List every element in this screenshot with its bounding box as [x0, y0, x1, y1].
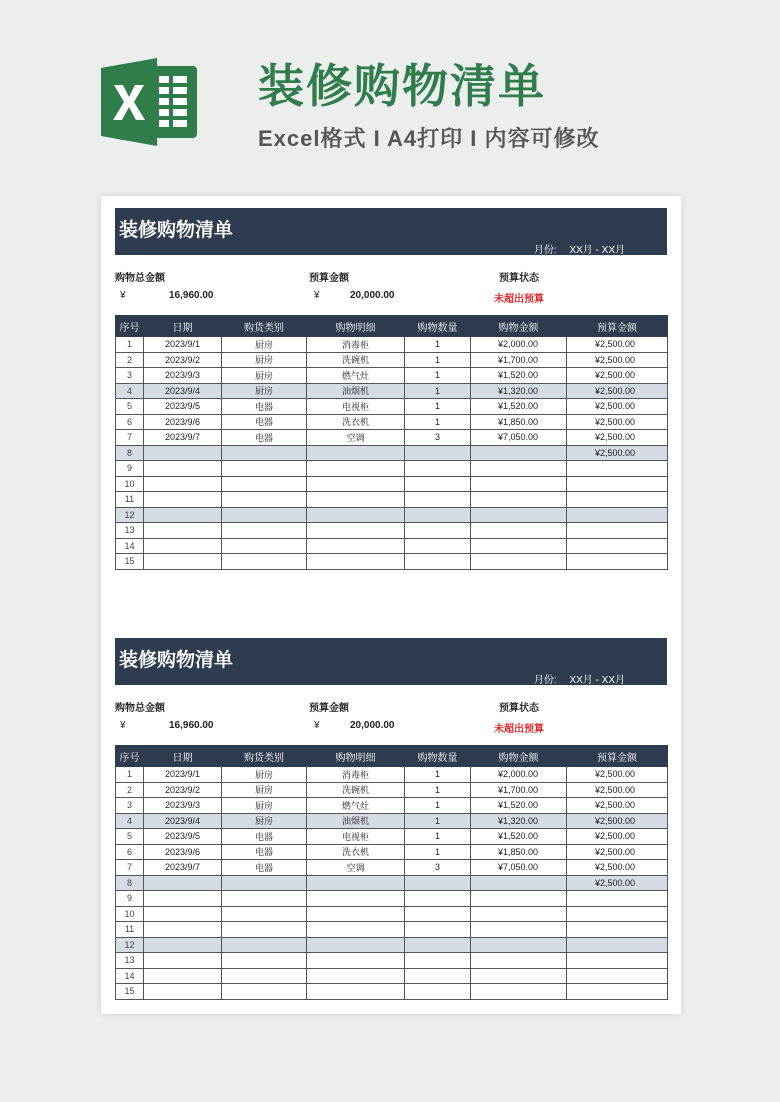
- sheet-header: [115, 208, 667, 255]
- header-col-item: 购物明细: [307, 746, 405, 767]
- table-row: [116, 813, 668, 829]
- cell-category[interactable]: 电器: [222, 829, 307, 845]
- cell-index[interactable]: 1: [116, 767, 144, 783]
- table-row: [116, 968, 668, 984]
- summary-block: [115, 255, 667, 315]
- cell-amount[interactable]: [471, 523, 567, 539]
- cell-index[interactable]: 4: [116, 383, 144, 399]
- cell-quantity[interactable]: [405, 984, 471, 1000]
- cell-budget[interactable]: ¥2,500.00: [567, 798, 668, 814]
- cell-item[interactable]: [307, 937, 405, 953]
- cell-item[interactable]: 电视柜: [307, 829, 405, 845]
- month-label: 月份:: [533, 675, 557, 686]
- table-row: [116, 829, 668, 845]
- cell-date[interactable]: 2023/9/5: [144, 399, 222, 415]
- cell-budget[interactable]: [567, 953, 668, 969]
- header-col-category: 购货类别: [222, 316, 307, 337]
- cell-item[interactable]: [307, 538, 405, 554]
- shopping-sheet-2: [115, 638, 667, 1000]
- cell-item[interactable]: [307, 891, 405, 907]
- cell-budget[interactable]: ¥2,500.00: [567, 383, 668, 399]
- cell-quantity[interactable]: 1: [405, 844, 471, 860]
- cell-index[interactable]: 15: [116, 984, 144, 1000]
- cell-index[interactable]: 5: [116, 399, 144, 415]
- cell-quantity[interactable]: [405, 922, 471, 938]
- cell-index[interactable]: 1: [116, 337, 144, 353]
- excel-logo-icon: [101, 58, 199, 146]
- table-row: [116, 922, 668, 938]
- cell-item[interactable]: [307, 984, 405, 1000]
- cell-date[interactable]: [144, 968, 222, 984]
- cell-date[interactable]: [144, 445, 222, 461]
- cell-category[interactable]: [222, 953, 307, 969]
- month-value: XX月 - XX月: [569, 245, 625, 256]
- cell-quantity[interactable]: 1: [405, 813, 471, 829]
- cell-amount[interactable]: ¥1,520.00: [471, 368, 567, 384]
- cell-index[interactable]: 9: [116, 461, 144, 477]
- header-col-amount: 购物金额: [471, 746, 567, 767]
- cell-index[interactable]: 11: [116, 922, 144, 938]
- cell-date[interactable]: 2023/9/5: [144, 829, 222, 845]
- cell-date[interactable]: 2023/9/6: [144, 844, 222, 860]
- cell-index[interactable]: 2: [116, 352, 144, 368]
- cell-amount[interactable]: ¥1,850.00: [471, 414, 567, 430]
- cell-index[interactable]: 3: [116, 368, 144, 384]
- cell-budget[interactable]: ¥2,500.00: [567, 844, 668, 860]
- cell-amount[interactable]: ¥7,050.00: [471, 860, 567, 876]
- header-col-amount: 购物金额: [471, 316, 567, 337]
- header-col-budget: 预算金额: [567, 746, 668, 767]
- cell-budget[interactable]: ¥2,500.00: [567, 875, 668, 891]
- cell-amount[interactable]: [471, 906, 567, 922]
- cell-item[interactable]: 空调: [307, 430, 405, 446]
- cell-budget[interactable]: ¥2,500.00: [567, 767, 668, 783]
- cell-budget[interactable]: ¥2,500.00: [567, 813, 668, 829]
- table-row: [116, 507, 668, 523]
- header-col-category: 购货类别: [222, 746, 307, 767]
- cell-quantity[interactable]: 1: [405, 337, 471, 353]
- cell-quantity[interactable]: 1: [405, 767, 471, 783]
- cell-quantity[interactable]: [405, 492, 471, 508]
- cell-quantity[interactable]: [405, 937, 471, 953]
- cell-budget[interactable]: [567, 492, 668, 508]
- cell-item[interactable]: 洗碗机: [307, 352, 405, 368]
- cell-index[interactable]: 14: [116, 968, 144, 984]
- cell-amount[interactable]: [471, 476, 567, 492]
- header-col-budget: 预算金额: [567, 316, 668, 337]
- total-currency: ¥: [120, 720, 126, 731]
- table-row: [116, 984, 668, 1000]
- cell-category[interactable]: 厨房: [222, 352, 307, 368]
- cell-category[interactable]: 电器: [222, 414, 307, 430]
- cell-quantity[interactable]: [405, 968, 471, 984]
- cell-quantity[interactable]: [405, 507, 471, 523]
- cell-quantity[interactable]: 3: [405, 430, 471, 446]
- table-row: [116, 383, 668, 399]
- header-col-index: 序号: [116, 316, 144, 337]
- cell-item[interactable]: 电视柜: [307, 399, 405, 415]
- budget-currency: ¥: [314, 290, 320, 301]
- cell-quantity[interactable]: [405, 476, 471, 492]
- cell-index[interactable]: 13: [116, 953, 144, 969]
- cell-date[interactable]: 2023/9/1: [144, 337, 222, 353]
- cell-item[interactable]: 油烟机: [307, 813, 405, 829]
- table-row: [116, 461, 668, 477]
- cell-quantity[interactable]: 3: [405, 860, 471, 876]
- cell-category[interactable]: 厨房: [222, 337, 307, 353]
- cell-index[interactable]: 6: [116, 414, 144, 430]
- table-row: [116, 368, 668, 384]
- cell-item[interactable]: [307, 476, 405, 492]
- cell-date[interactable]: 2023/9/7: [144, 860, 222, 876]
- cell-date[interactable]: [144, 875, 222, 891]
- cell-category[interactable]: 电器: [222, 430, 307, 446]
- cell-quantity[interactable]: [405, 523, 471, 539]
- cell-quantity[interactable]: 1: [405, 798, 471, 814]
- month-range: [524, 241, 625, 256]
- cell-date[interactable]: [144, 507, 222, 523]
- cell-item[interactable]: [307, 507, 405, 523]
- cell-category[interactable]: [222, 492, 307, 508]
- cell-amount[interactable]: ¥1,700.00: [471, 352, 567, 368]
- cell-date[interactable]: [144, 538, 222, 554]
- cell-amount[interactable]: [471, 445, 567, 461]
- cell-budget[interactable]: ¥2,500.00: [567, 782, 668, 798]
- header-col-item: 购物明细: [307, 316, 405, 337]
- cell-date[interactable]: 2023/9/4: [144, 383, 222, 399]
- cell-budget[interactable]: ¥2,500.00: [567, 399, 668, 415]
- cell-amount[interactable]: [471, 875, 567, 891]
- header-col-quantity: 购物数量: [405, 746, 471, 767]
- cell-item[interactable]: 洗衣机: [307, 844, 405, 860]
- cell-category[interactable]: [222, 968, 307, 984]
- cell-amount[interactable]: ¥1,520.00: [471, 829, 567, 845]
- cell-budget[interactable]: [567, 554, 668, 570]
- cell-category[interactable]: [222, 538, 307, 554]
- status-value: 未超出预算: [494, 724, 544, 735]
- table-row: [116, 492, 668, 508]
- cell-item[interactable]: [307, 953, 405, 969]
- table-row: [116, 798, 668, 814]
- cell-item[interactable]: 洗碗机: [307, 782, 405, 798]
- cell-quantity[interactable]: 1: [405, 368, 471, 384]
- cell-index[interactable]: 15: [116, 554, 144, 570]
- cell-category[interactable]: [222, 554, 307, 570]
- cell-amount[interactable]: ¥1,850.00: [471, 844, 567, 860]
- cell-quantity[interactable]: 1: [405, 829, 471, 845]
- cell-date[interactable]: [144, 937, 222, 953]
- cell-budget[interactable]: [567, 906, 668, 922]
- purchase-table: [115, 745, 668, 1000]
- cell-date[interactable]: 2023/9/7: [144, 430, 222, 446]
- table-row: [116, 352, 668, 368]
- cell-item[interactable]: [307, 554, 405, 570]
- cell-category[interactable]: 电器: [222, 844, 307, 860]
- cell-budget[interactable]: ¥2,500.00: [567, 860, 668, 876]
- cell-amount[interactable]: [471, 953, 567, 969]
- table-row: [116, 782, 668, 798]
- header-col-date: 日期: [144, 746, 222, 767]
- cell-category[interactable]: [222, 461, 307, 477]
- cell-index[interactable]: 10: [116, 476, 144, 492]
- cell-date[interactable]: [144, 476, 222, 492]
- cell-category[interactable]: [222, 984, 307, 1000]
- cell-quantity[interactable]: [405, 953, 471, 969]
- cell-item[interactable]: 油烟机: [307, 383, 405, 399]
- cell-index[interactable]: 14: [116, 538, 144, 554]
- cell-category[interactable]: [222, 523, 307, 539]
- month-range: [524, 671, 625, 686]
- status-label: 预算状态: [499, 273, 539, 284]
- cell-item[interactable]: [307, 922, 405, 938]
- cell-date[interactable]: [144, 461, 222, 477]
- cell-amount[interactable]: [471, 937, 567, 953]
- total-value: 16,960.00: [169, 720, 214, 731]
- table-header-row: [116, 746, 668, 767]
- cell-amount[interactable]: ¥1,520.00: [471, 399, 567, 415]
- cell-budget[interactable]: ¥2,500.00: [567, 337, 668, 353]
- cell-category[interactable]: [222, 891, 307, 907]
- month-value: XX月 - XX月: [569, 675, 625, 686]
- cell-index[interactable]: 3: [116, 798, 144, 814]
- cell-amount[interactable]: ¥7,050.00: [471, 430, 567, 446]
- table-row: [116, 523, 668, 539]
- cell-item[interactable]: [307, 875, 405, 891]
- cell-budget[interactable]: [567, 984, 668, 1000]
- table-row: [116, 399, 668, 415]
- cell-budget[interactable]: [567, 922, 668, 938]
- table-row: [116, 906, 668, 922]
- cell-item[interactable]: 空调: [307, 860, 405, 876]
- cell-budget[interactable]: ¥2,500.00: [567, 352, 668, 368]
- budget-currency: ¥: [314, 720, 320, 731]
- cell-item[interactable]: 消毒柜: [307, 767, 405, 783]
- sheet-title: 装修购物清单: [119, 650, 234, 671]
- status-value: 未超出预算: [494, 294, 544, 305]
- cell-category[interactable]: 厨房: [222, 813, 307, 829]
- total-label: 购物总金额: [115, 273, 165, 284]
- table-row: [116, 414, 668, 430]
- cell-item[interactable]: [307, 523, 405, 539]
- cell-index[interactable]: 12: [116, 937, 144, 953]
- month-label: 月份:: [533, 245, 557, 256]
- sheet-title: 装修购物清单: [119, 220, 234, 241]
- cell-index[interactable]: 13: [116, 523, 144, 539]
- summary-block: [115, 685, 667, 745]
- cell-category[interactable]: [222, 906, 307, 922]
- cell-date[interactable]: 2023/9/3: [144, 798, 222, 814]
- cell-amount[interactable]: [471, 507, 567, 523]
- cell-index[interactable]: 8: [116, 875, 144, 891]
- page-title: 装修购物清单: [258, 60, 546, 112]
- cell-budget[interactable]: [567, 507, 668, 523]
- cell-amount[interactable]: [471, 984, 567, 1000]
- cell-category[interactable]: [222, 445, 307, 461]
- cell-index[interactable]: 9: [116, 891, 144, 907]
- cell-budget[interactable]: [567, 937, 668, 953]
- cell-date[interactable]: [144, 922, 222, 938]
- cell-quantity[interactable]: 1: [405, 399, 471, 415]
- cell-budget[interactable]: [567, 461, 668, 477]
- cell-index[interactable]: 8: [116, 445, 144, 461]
- header-col-index: 序号: [116, 746, 144, 767]
- cell-budget[interactable]: [567, 538, 668, 554]
- cell-item[interactable]: [307, 492, 405, 508]
- cell-budget[interactable]: ¥2,500.00: [567, 414, 668, 430]
- cell-category[interactable]: 电器: [222, 860, 307, 876]
- cell-quantity[interactable]: [405, 906, 471, 922]
- table-row: [116, 875, 668, 891]
- cell-quantity[interactable]: 1: [405, 352, 471, 368]
- cell-amount[interactable]: [471, 461, 567, 477]
- cell-amount[interactable]: [471, 968, 567, 984]
- cell-category[interactable]: [222, 875, 307, 891]
- budget-value: 20,000.00: [350, 720, 395, 731]
- cell-category[interactable]: [222, 476, 307, 492]
- cell-item[interactable]: 燃气灶: [307, 798, 405, 814]
- cell-amount[interactable]: [471, 554, 567, 570]
- cell-category[interactable]: 厨房: [222, 368, 307, 384]
- cell-budget[interactable]: [567, 523, 668, 539]
- cell-amount[interactable]: [471, 891, 567, 907]
- cell-amount[interactable]: ¥1,520.00: [471, 798, 567, 814]
- cell-quantity[interactable]: 1: [405, 414, 471, 430]
- cell-index[interactable]: 5: [116, 829, 144, 845]
- cell-quantity[interactable]: [405, 554, 471, 570]
- cell-quantity[interactable]: [405, 461, 471, 477]
- cell-date[interactable]: [144, 984, 222, 1000]
- table-header-row: [116, 316, 668, 337]
- cell-amount[interactable]: [471, 492, 567, 508]
- cell-date[interactable]: 2023/9/1: [144, 767, 222, 783]
- table-row: [116, 937, 668, 953]
- document-page: [101, 196, 681, 1014]
- cell-item[interactable]: 燃气灶: [307, 368, 405, 384]
- cell-item[interactable]: 消毒柜: [307, 337, 405, 353]
- cell-index[interactable]: 4: [116, 813, 144, 829]
- cell-category[interactable]: 厨房: [222, 767, 307, 783]
- cell-amount[interactable]: ¥2,000.00: [471, 767, 567, 783]
- cell-index[interactable]: 2: [116, 782, 144, 798]
- cell-quantity[interactable]: [405, 891, 471, 907]
- cell-category[interactable]: 厨房: [222, 383, 307, 399]
- cell-date[interactable]: 2023/9/4: [144, 813, 222, 829]
- status-label: 预算状态: [499, 703, 539, 714]
- cell-budget[interactable]: [567, 891, 668, 907]
- cell-item[interactable]: [307, 461, 405, 477]
- budget-label: 预算金额: [309, 703, 349, 714]
- table-row: [116, 337, 668, 353]
- table-row: [116, 554, 668, 570]
- cell-category[interactable]: [222, 937, 307, 953]
- cell-budget[interactable]: [567, 968, 668, 984]
- total-value: 16,960.00: [169, 290, 214, 301]
- table-row: [116, 476, 668, 492]
- budget-label: 预算金额: [309, 273, 349, 284]
- cell-date[interactable]: 2023/9/2: [144, 352, 222, 368]
- table-row: [116, 860, 668, 876]
- cell-date[interactable]: [144, 906, 222, 922]
- cell-item[interactable]: [307, 906, 405, 922]
- cell-category[interactable]: [222, 507, 307, 523]
- budget-value: 20,000.00: [350, 290, 395, 301]
- cell-amount[interactable]: ¥2,000.00: [471, 337, 567, 353]
- cell-date[interactable]: [144, 492, 222, 508]
- total-currency: ¥: [120, 290, 126, 301]
- cell-date[interactable]: 2023/9/3: [144, 368, 222, 384]
- cell-amount[interactable]: [471, 922, 567, 938]
- page-subtitle: Excel格式 I A4打印 I 内容可修改: [258, 126, 600, 151]
- cell-date[interactable]: [144, 523, 222, 539]
- table-row: [116, 953, 668, 969]
- cell-index[interactable]: 10: [116, 906, 144, 922]
- cell-item[interactable]: [307, 445, 405, 461]
- cell-amount[interactable]: ¥1,320.00: [471, 383, 567, 399]
- cell-category[interactable]: 电器: [222, 399, 307, 415]
- cell-index[interactable]: 7: [116, 430, 144, 446]
- total-label: 购物总金额: [115, 703, 165, 714]
- cell-date[interactable]: [144, 953, 222, 969]
- table-row: [116, 891, 668, 907]
- cell-date[interactable]: 2023/9/6: [144, 414, 222, 430]
- cell-category[interactable]: 厨房: [222, 798, 307, 814]
- header-col-date: 日期: [144, 316, 222, 337]
- cell-budget[interactable]: ¥2,500.00: [567, 430, 668, 446]
- cell-category[interactable]: [222, 922, 307, 938]
- cell-quantity[interactable]: [405, 875, 471, 891]
- purchase-table: [115, 315, 668, 570]
- cell-budget[interactable]: ¥2,500.00: [567, 368, 668, 384]
- table-row: [116, 767, 668, 783]
- cell-index[interactable]: 11: [116, 492, 144, 508]
- cell-budget[interactable]: ¥2,500.00: [567, 829, 668, 845]
- cell-category[interactable]: 厨房: [222, 782, 307, 798]
- cell-date[interactable]: 2023/9/2: [144, 782, 222, 798]
- cell-quantity[interactable]: 1: [405, 383, 471, 399]
- header-col-quantity: 购物数量: [405, 316, 471, 337]
- cell-date[interactable]: [144, 891, 222, 907]
- cell-quantity[interactable]: 1: [405, 782, 471, 798]
- cell-index[interactable]: 6: [116, 844, 144, 860]
- cell-quantity[interactable]: [405, 445, 471, 461]
- cell-index[interactable]: 12: [116, 507, 144, 523]
- cell-amount[interactable]: [471, 538, 567, 554]
- cell-index[interactable]: 7: [116, 860, 144, 876]
- cell-budget[interactable]: ¥2,500.00: [567, 445, 668, 461]
- table-row: [116, 844, 668, 860]
- cell-amount[interactable]: ¥1,700.00: [471, 782, 567, 798]
- cell-item[interactable]: [307, 968, 405, 984]
- cell-item[interactable]: 洗衣机: [307, 414, 405, 430]
- shopping-sheet-1: [115, 208, 667, 570]
- cell-budget[interactable]: [567, 476, 668, 492]
- cell-date[interactable]: [144, 554, 222, 570]
- sheet-header: [115, 638, 667, 685]
- table-row: [116, 445, 668, 461]
- cell-quantity[interactable]: [405, 538, 471, 554]
- table-row: [116, 430, 668, 446]
- table-row: [116, 538, 668, 554]
- cell-amount[interactable]: ¥1,320.00: [471, 813, 567, 829]
